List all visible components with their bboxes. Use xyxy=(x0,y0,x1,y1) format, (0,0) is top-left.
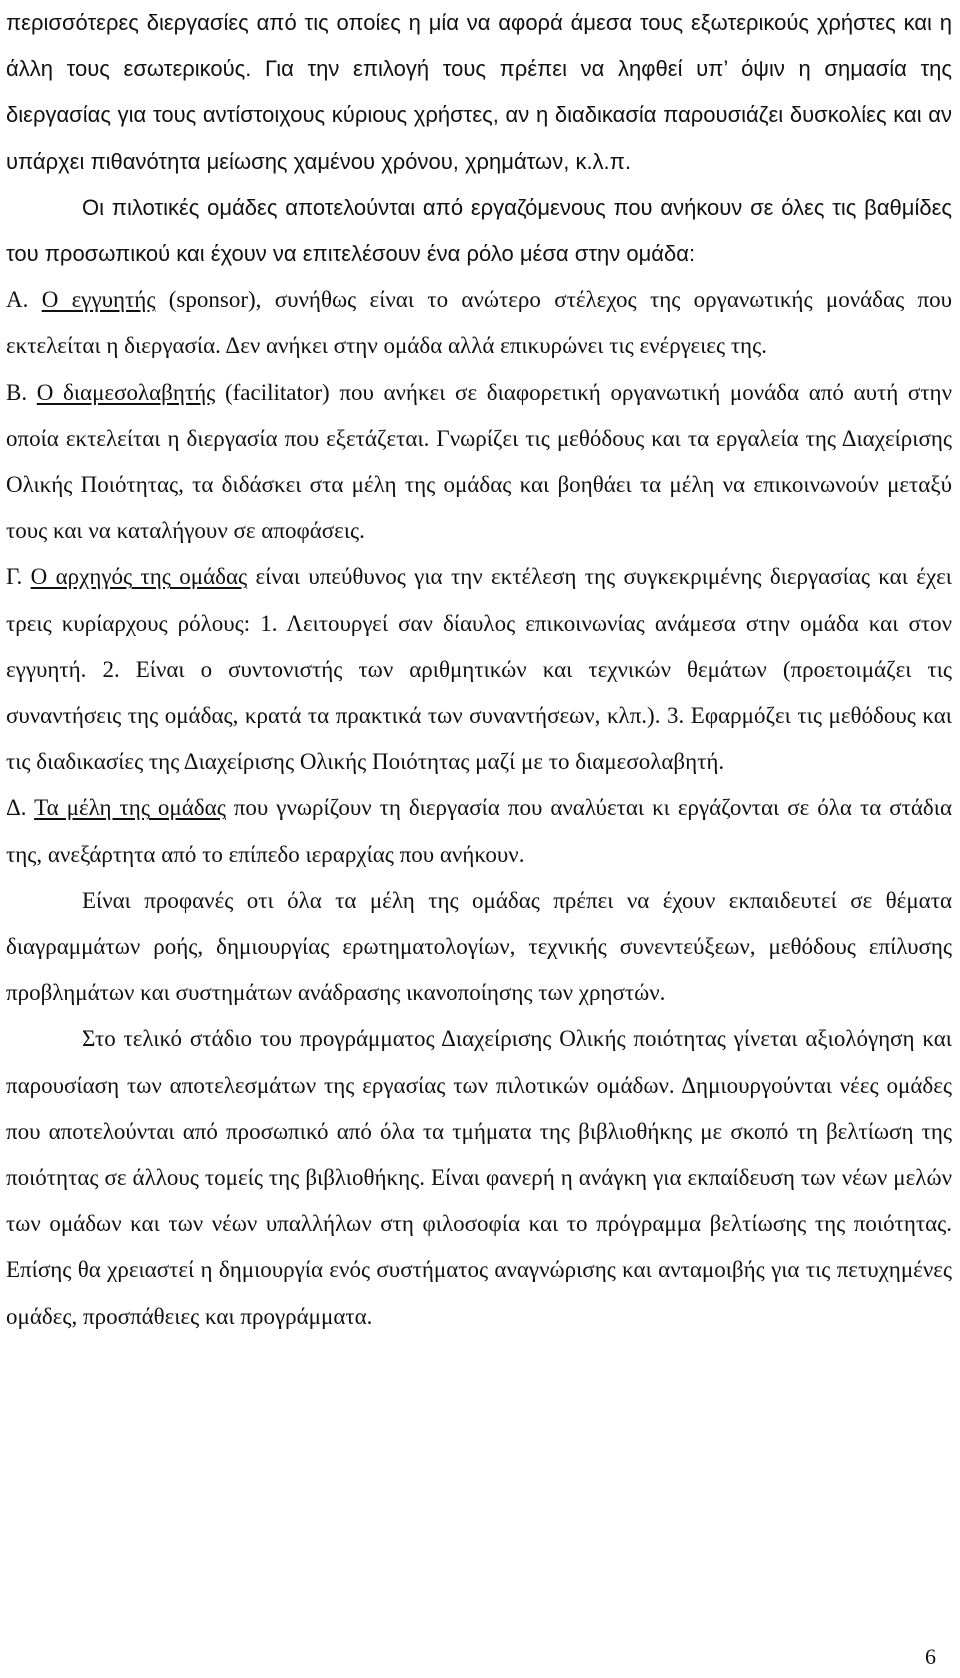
facilitator-description: (facilitator) που ανήκει σε διαφορετική οργανωτική μονάδα από αυτή στην οποία εκτελείται η διεργασία που εξετάζεται. Γνωρίζει τις μεθόδους και τα εργαλεία της Διαχείρισης Ολικής Ποιότητας, τα διδάσκει στα μέλη της ομάδας και βοηθάει τα μέλη να επικοινωνούν μεταξύ τους και να καταλήγουν σε αποφάσεις. xyxy=(6,379,952,544)
list-marker-a: Α. xyxy=(6,287,42,313)
paragraph-pilot-teams: Οι πιλοτικές ομάδες αποτελούνται από εργαζόμενους που ανήκουν σε όλες τις βαθμίδες του προσωπικού και έχουν να επιτελέσουν ένα ρόλο μέσα στην ομάδα: xyxy=(6,194,952,267)
term-sponsor: Ο εγγυητής xyxy=(41,287,156,313)
page-number: 6 xyxy=(925,1644,936,1669)
term-team-members: Τα μέλη της ομάδας xyxy=(34,795,226,821)
term-facilitator: Ο διαμεσολαβητής xyxy=(36,379,216,405)
list-item-facilitator xyxy=(6,370,952,555)
sponsor-description: (sponsor), συνήθως είναι το ανώτερο στέλεχος της οργανωτικής μονάδας που εκτελείται η διεργασία. Δεν ανήκει στην ομάδα αλλά επικυρώνει τις ενέργειες της. xyxy=(6,287,953,359)
list-marker-b: Β. xyxy=(6,379,37,405)
list-item-sponsor xyxy=(6,277,952,369)
paragraph-training: Είναι προφανές οτι όλα τα μέλη της ομάδας πρέπει να έχουν εκπαιδευτεί σε θέματα διαγραμμάτων ροής, δημιουργίας ερωτηματολογίων, τεχνικής συνεντεύξεων, μεθόδους επίλυσης προβλημάτων και συστημάτων ανάδρασης ικανοποίησης των χρηστών. xyxy=(6,887,952,1006)
list-item-team-members xyxy=(6,785,952,877)
list-marker-d: Δ. xyxy=(6,795,35,821)
team-members-description: που γνωρίζουν τη διεργασία που αναλύεται κι εργάζονται σε όλα τα στάδια της, ανεξάρτητα από το επίπεδο ιεραρχίας που ανήκουν. xyxy=(6,795,952,867)
team-leader-description: είναι υπεύθυνος για την εκτέλεση της συγκεκριμένης διεργασίας και έχει τρεις κυρίαρχους ρόλους: 1. Λειτουργεί σαν δίαυλος επικοινωνίας ανάμεσα στην ομάδα και στον εγγυητή. 2. Είναι ο συντονιστής των αριθμητικών και τεχνικών θεμάτων (προετοιμάζει τις συναντήσεις της ομάδας, κρατά τα πρακτικά των συναντήσεων, κλπ.). 3. Εφαρμόζει τις μεθόδους και τις διαδικασίες της Διαχείρισης Ολικής Ποιότητας μαζί με το διαμεσολαβητή. xyxy=(6,564,952,775)
paragraph-intro-continued: περισσότερες διεργασίες από τις οποίες η μία να αφορά άμεσα τους εξωτερικούς χρήστες και η άλλη τους εσωτερικούς. Για την επιλογή τους πρέπει να ληφθεί υπ’ όψιν η σημασία της διεργασίας για τους αντίστοιχους κύριους χρήστες, αν η διαδικασία παρουσιάζει δυσκολίες και αν υπάρχει πιθανότητα μείωσης χαμένου χρόνου, χρημάτων, κ.λ.π. xyxy=(6,10,952,174)
list-marker-c: Γ. xyxy=(6,564,31,590)
paragraph-final-stage: Στο τελικό στάδιο του προγράμματος Διαχείρισης Ολικής ποιότητας γίνεται αξιολόγηση και παρουσίαση των αποτελεσμάτων της εργασίας των πιλοτικών ομάδων. Δημιουργούνται νέες ομάδες που αποτελούνται από προσωπικό από όλα τα τμήματα της βιβλιοθήκης με σκοπό τη βελτίωση της ποιότητας σε άλλους τομείς της βιβλιοθήκης. Είναι φανερή η ανάγκη για εκπαίδευση των νέων μελών των ομάδων και των νέων υπαλλήλων στη φιλοσοφία και το πρόγραμμα βελτίωσης της ποιότητας. Επίσης θα χρειαστεί η δημιουργία ενός συστήματος αναγνώρισης και ανταμοιβής για τις πετυχημένες ομάδες, προσπάθειες και προγράμματα. xyxy=(6,1026,952,1329)
term-team-leader: Ο αρχηγός της ομάδας xyxy=(30,564,248,590)
list-item-team-leader xyxy=(6,554,952,785)
document-page xyxy=(6,0,952,1340)
